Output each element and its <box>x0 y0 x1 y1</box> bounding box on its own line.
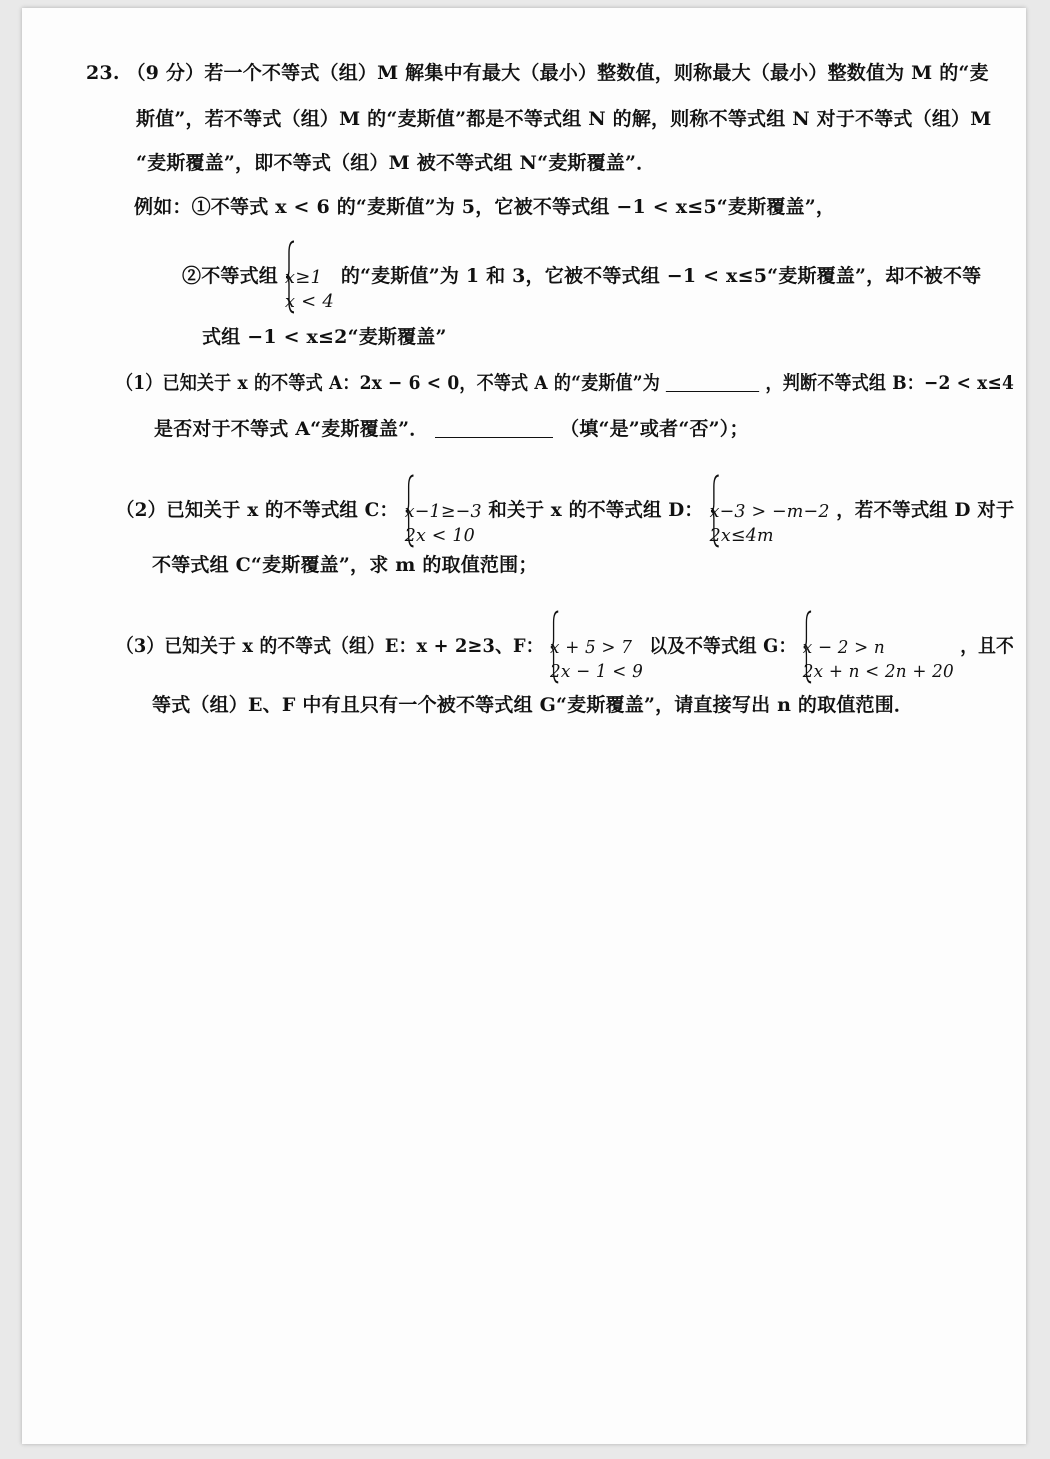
system-d <box>710 474 830 548</box>
part-2-line-1 <box>116 474 1014 548</box>
part-1-line-2 <box>154 416 749 442</box>
question-intro-line-1 <box>86 60 989 86</box>
brace-icon <box>405 474 415 548</box>
part-1-text-c: 是否对于不等式 A“麦斯覆盖”． <box>154 418 429 440</box>
example-2-suffix: 的“麦斯值”为 1 和 3，它被不等式组 −1 < x≤5“麦斯覆盖”，却不被不等 <box>340 265 982 287</box>
part-2-text-b: 和关于 x 的不等式组 D： <box>488 499 703 521</box>
part-1-text-a: （1）已知关于 x 的不等式 A：2x − 6 < 0，不等式 A 的“麦斯值”为 <box>116 372 660 394</box>
example-2-line-1 <box>182 240 981 314</box>
part-3-line-1 <box>116 610 1014 684</box>
system-g-row-1: x − 2 > n <box>802 637 885 658</box>
part-1-line-1 <box>116 370 1014 396</box>
question-intro-line-2: 斯值”，若不等式（组）M 的“麦斯值”都是不等式组 N 的解，则称不等式组 N 对于不等式（组）M <box>136 108 992 130</box>
part-3-text-c: ，且不 <box>960 635 1014 657</box>
part-2-text-a: （2）已知关于 x 的不等式组 C： <box>116 499 399 521</box>
exam-page <box>22 8 1026 1444</box>
part-1-answer-blank-1[interactable] <box>666 371 759 392</box>
example-2-line-2: 式组 −1 < x≤2“麦斯覆盖” <box>202 326 447 348</box>
question-number: 23. <box>86 62 120 84</box>
question-intro-line-3: “麦斯覆盖”，即不等式（组）M 被不等式组 N“麦斯覆盖”． <box>136 152 656 174</box>
brace-icon <box>550 610 559 684</box>
example-2-system-row-1: x≥1 <box>284 267 323 288</box>
system-c <box>405 474 482 548</box>
system-g-row-2: 2x + n < 2n + 20 <box>802 661 954 682</box>
brace-icon <box>710 474 720 548</box>
example-2-prefix: ②不等式组 <box>182 265 279 287</box>
part-3-text-b: 以及不等式组 G： <box>649 635 797 657</box>
system-f-row-2: 2x − 1 < 9 <box>550 661 643 682</box>
brace-icon <box>803 610 812 684</box>
part-1-text-b: ，判断不等式组 B：−2 < x≤4 <box>765 372 1015 394</box>
part-3-line-2: 等式（组）E、F 中有且只有一个被不等式组 G“麦斯覆盖”，请直接写出 n 的取值范围． <box>152 694 914 716</box>
example-1: 例如：①不等式 x < 6 的“麦斯值”为 5，它被不等式组 −1 < x≤5“麦斯覆盖”， <box>134 196 836 218</box>
system-d-row-1: x−3 > −m−2 <box>709 501 830 522</box>
system-f-row-1: x + 5 > 7 <box>550 637 633 658</box>
part-3-text-a: （3）已知关于 x 的不等式（组）E：x + 2≥3、F： <box>116 635 544 657</box>
part-1-text-d: （填“是”或者“否”）； <box>560 418 749 440</box>
part-2-text-c: ，若不等式组 D 对于 <box>836 499 1015 521</box>
system-g <box>803 610 954 684</box>
part-2-line-2: 不等式组 C“麦斯覆盖”，求 m 的取值范围； <box>152 554 538 576</box>
system-f <box>550 610 643 684</box>
example-2-system <box>285 240 334 314</box>
intro-text-1: （9 分）若一个不等式（组）M 解集中有最大（最小）整数值，则称最大（最小）整数值为 M 的“麦 <box>126 62 989 84</box>
system-c-row-2: 2x < 10 <box>404 525 475 546</box>
part-1-answer-blank-2[interactable] <box>435 417 553 438</box>
example-2-system-row-2: x < 4 <box>284 291 334 312</box>
system-c-row-1: x−1≥−3 <box>404 501 482 522</box>
brace-icon <box>285 240 295 314</box>
system-d-row-2: 2x≤4m <box>709 525 774 546</box>
